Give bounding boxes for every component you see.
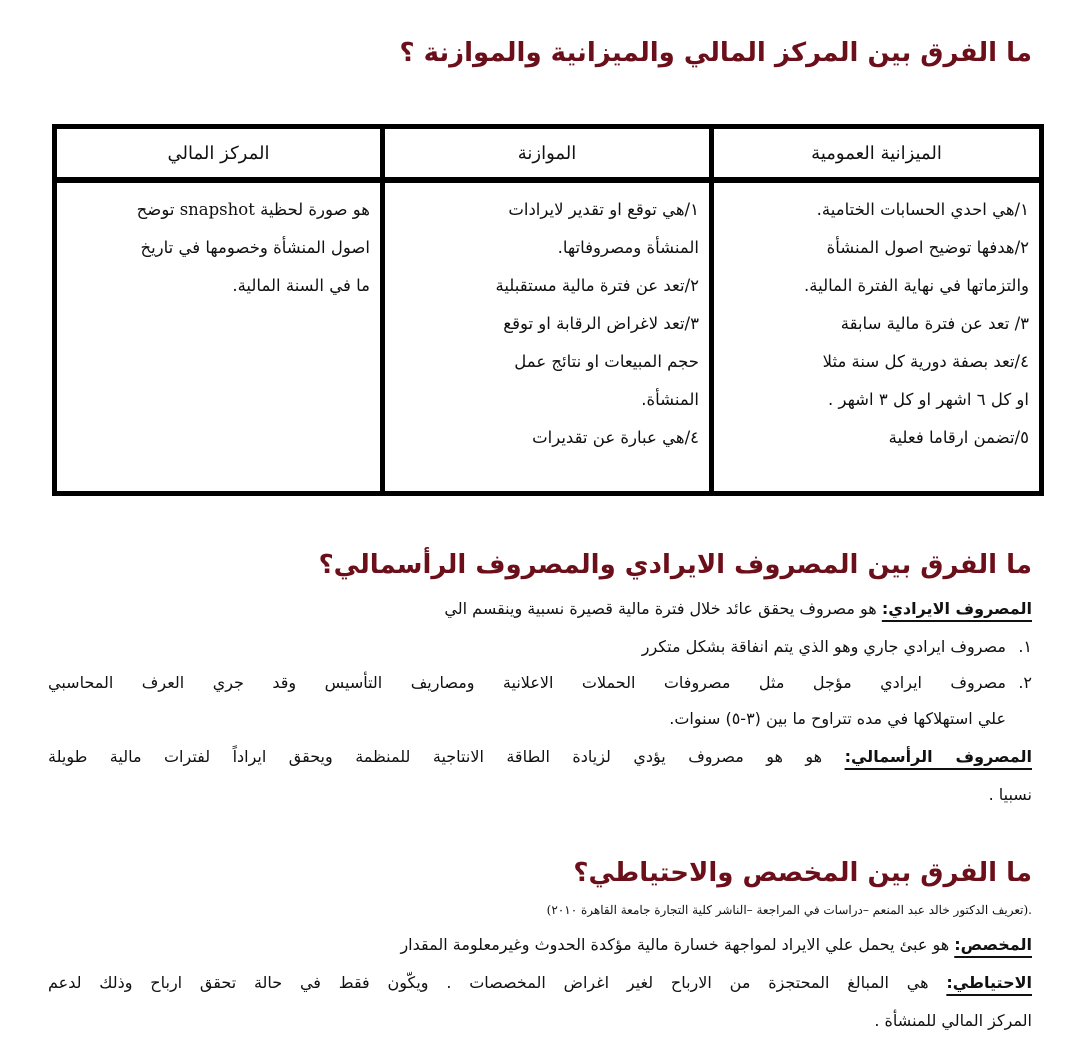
definition-text: هي المبالغ المحتجزة من الارباح لغير اغراض المخصصات . ويكّون فقط في حالة تحقق ارباح وذلك لدعم <box>48 973 929 992</box>
cell-line: ١/هي توقع او تقدير لايرادات <box>508 200 699 219</box>
reserve-definition-cont: المركز المالي للمنشأة . <box>874 1011 1032 1030</box>
table-column-financial-position <box>57 129 385 491</box>
section-title-revenue-capital-expense: ما الفرق بين المصروف الايرادي والمصروف الرأسمالي؟ <box>318 550 1032 580</box>
cell-line: ٣/ تعد عن فترة مالية سابقة <box>840 314 1029 333</box>
list-number: ١. <box>1018 637 1032 656</box>
cell-line: او كل ٦ اشهر او كل ٣ اشهر . <box>827 390 1029 409</box>
table-column-budget <box>385 129 714 491</box>
cell-line: والتزماتها في نهاية الفترة المالية. <box>804 276 1029 295</box>
term-revenue-expense: المصروف الايرادي: <box>881 599 1032 618</box>
definition-text: هو هو مصروف يؤدي لزيادة الطاقة الانتاجية للمنظمة ويحقق ايراداً لفترات مالية طويلة <box>48 747 823 766</box>
list-item-deferred-revenue-expense-cont: علي استهلاكها في مده تتراوح ما بين (٣-٥) سنوات. <box>669 709 1006 728</box>
definition-text: هو عبئ يحمل علي الايراد لمواجهة خسارة مالية مؤكدة الحدوث وغيرمعلومة المقدار <box>400 935 950 954</box>
table-cell-financial-position <box>57 183 380 305</box>
section-title-provision-reserve: ما الفرق بين المخصص والاحتياطي؟ <box>573 858 1032 888</box>
cell-text: توضح <box>136 200 175 219</box>
provision-definition <box>400 930 1032 960</box>
comparison-table <box>52 124 1044 496</box>
cell-line: ١/هي احدي الحسابات الختامية. <box>816 200 1029 219</box>
cell-line: ٢/تعد عن فترة مالية مستقبلية <box>495 276 699 295</box>
capital-expense-definition <box>48 742 1032 772</box>
cell-line: حجم المبيعات او نتائج عمل <box>514 352 699 371</box>
cell-line: ما في السنة المالية. <box>232 276 370 295</box>
cell-text: هو صورة لحظية <box>260 200 370 219</box>
list-item-current-revenue-expense: مصروف ايرادي جاري وهو الذي يتم انفاقة بشكل متكرر <box>641 637 1006 656</box>
cell-line: المنشأة. <box>641 390 699 409</box>
cell-line: ٢/هدفها توضيح اصول المنشأة <box>826 238 1029 257</box>
cell-line: ٤/هي عبارة عن تقديرات <box>532 428 699 447</box>
cell-line: اصول المنشأة وخصومها في تاريخ <box>140 238 370 257</box>
cell-line <box>69 191 370 229</box>
table-column-balance-sheet <box>714 129 1039 491</box>
table-cell-balance-sheet <box>714 183 1039 457</box>
list-item-deferred-revenue-expense: مصروف ايرادي مؤجل مثل مصروفات الحملات الاعلانية ومصاريف التأسيس وقد جري العرف المحاسبي <box>48 673 1006 692</box>
cell-line: ٤/تعد بصفة دورية كل سنة مثلا <box>822 352 1029 371</box>
definition-text: هو مصروف يحقق عائد خلال فترة مالية قصيرة نسبية وينقسم الي <box>444 599 877 618</box>
table-header-balance-sheet: الميزانية العمومية <box>714 129 1039 183</box>
table-header-budget: الموازنة <box>385 129 709 183</box>
capital-expense-definition-cont: نسبيا . <box>988 785 1032 804</box>
table-cell-budget <box>385 183 709 457</box>
reserve-definition <box>48 968 1032 998</box>
cell-latin-term: snapshot <box>179 200 255 219</box>
term-provision: المخصص: <box>954 935 1032 954</box>
citation: .(تعريف الدكتور خالد عبد المنعم –دراسات في المراجعة –الناشر كلية التجارة جامعة القاهرة ٢٠١٠) <box>546 903 1032 917</box>
revenue-expense-definition <box>444 594 1032 624</box>
cell-line: ٥/تضمن ارقاما فعلية <box>888 428 1029 447</box>
term-capital-expense: المصروف الرأسمالي: <box>844 747 1033 766</box>
cell-line: المنشأة ومصروفاتها. <box>557 238 699 257</box>
cell-line: ٣/تعد لاغراض الرقابة او توقع <box>503 314 699 333</box>
section-title-financial-position-budget: ما الفرق بين المركز المالي والميزانية والموازنة ؟ <box>399 38 1032 68</box>
list-number: ٢. <box>1018 673 1032 692</box>
table-header-financial-position: المركز المالي <box>57 129 380 183</box>
term-reserve: الاحتياطي: <box>946 973 1032 992</box>
